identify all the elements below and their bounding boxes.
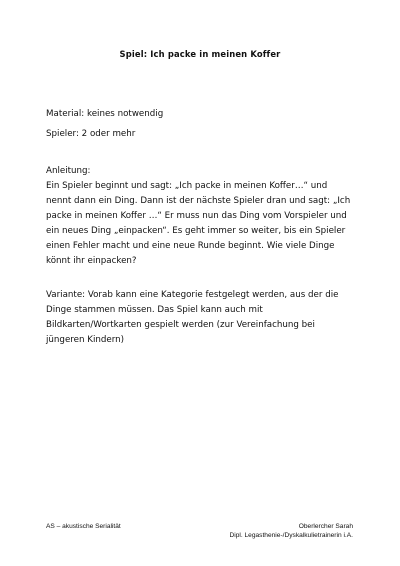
anleitung-line: packe in meinen Koffer …“ Er muss nun das Ding vom Vorspieler und — [46, 211, 347, 221]
footer-left-text: AS – akustische Serialität — [46, 523, 121, 530]
anleitung-heading: Anleitung: — [46, 166, 91, 176]
anleitung-line: könnt ihr einpacken? — [46, 256, 137, 266]
material-text — [46, 107, 366, 122]
anleitung-line: nennt dann ein Ding. Dann ist der nächste Spieler dran und sagt: „Ich — [46, 196, 351, 206]
anleitung-line: Ein Spieler beginnt und sagt: „Ich packe in meinen Koffer…“ und — [46, 181, 328, 191]
spieler-text — [46, 127, 366, 142]
spieler-line: Spieler: 2 oder mehr — [46, 129, 136, 139]
variante-section — [46, 288, 366, 348]
footer-author: Oberlercher Sarah — [298, 523, 353, 530]
footer-right — [229, 522, 353, 540]
anleitung-line: einen Fehler macht und eine neue Runde beginnt. Wie viele Dinge — [46, 241, 335, 251]
footer-author-title: Dipl. Legasthenie-/Dyskalkulietrainerin i.A. — [229, 532, 353, 539]
material-line: Material: keines notwendig — [46, 109, 164, 119]
variante-line: Dinge stammen müssen. Das Spiel kann auch mit — [46, 305, 263, 315]
variante-line: Bildkarten/Wortkarten gespielt werden (zur Vereinfachung bei — [46, 320, 315, 330]
anleitung-section — [46, 164, 366, 269]
variante-line: Variante: Vorab kann eine Kategorie festgelegt werden, aus der die — [46, 290, 339, 300]
footer-left — [46, 522, 121, 531]
document-title: Spiel: Ich packe in meinen Koffer — [119, 49, 281, 59]
anleitung-line: ein neues Ding „einpacken“. Es geht immer so weiter, bis ein Spieler — [46, 226, 346, 236]
variante-line: jüngeren Kindern) — [46, 335, 125, 345]
